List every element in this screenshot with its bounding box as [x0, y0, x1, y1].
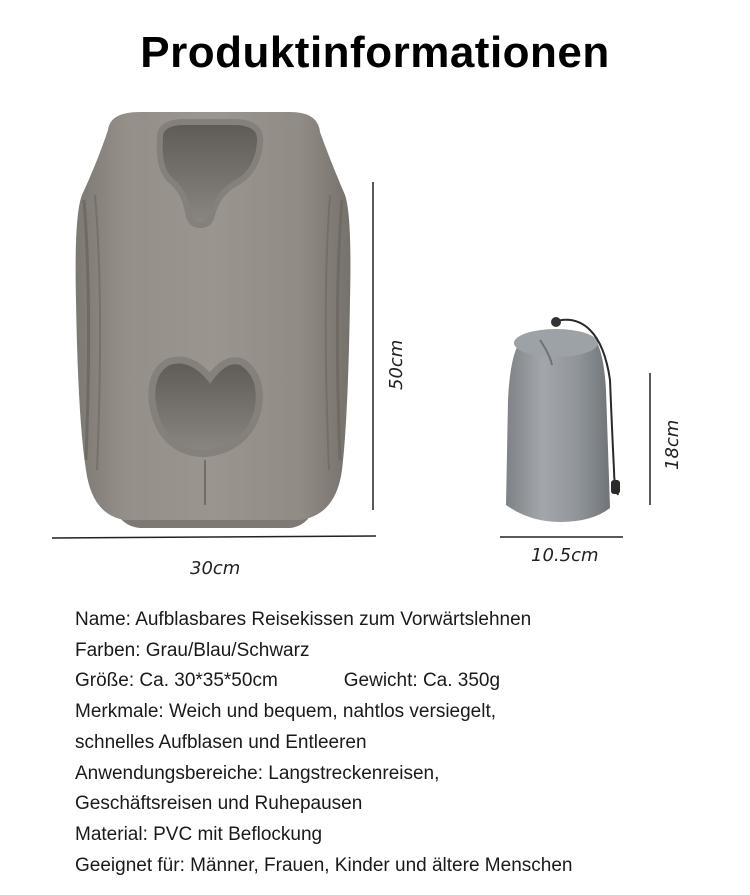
storage-bag-image	[506, 317, 620, 522]
pillow-width-label: 30cm	[190, 558, 241, 579]
page-title: Produktinformationen	[140, 28, 610, 77]
detail-features-line2: schnelles Aufblasen und Entleeren	[75, 731, 367, 753]
detail-features-line1: Merkmale: Weich und bequem, nahtlos versiegelt,	[75, 701, 497, 723]
detail-size-weight	[75, 666, 735, 697]
product-details	[75, 605, 735, 881]
detail-size: Größe: Ca. 30*35*50cm	[75, 670, 278, 692]
detail-usage-line1: Anwendungsbereiche: Langstreckenreisen,	[75, 762, 440, 784]
detail-material: Material: PVC mit Beflockung	[75, 823, 323, 845]
pillow-image	[76, 112, 351, 528]
pillow-height-label: 50cm	[386, 339, 407, 390]
detail-weight: Gewicht: Ca. 350g	[343, 670, 501, 692]
bag-height-label: 18cm	[662, 419, 683, 470]
detail-usage-line2: Geschäftsreisen und Ruhepausen	[75, 793, 363, 815]
pillow-width-line	[52, 536, 376, 538]
detail-name: Name: Aufblasbares Reisekissen zum Vorwärtslehnen	[75, 609, 532, 630]
detail-suitable-for: Geeignet für: Männer, Frauen, Kinder und ältere Menschen	[75, 854, 573, 876]
detail-colors: Farben: Grau/Blau/Schwarz	[75, 639, 310, 661]
bag-width-label: 10.5cm	[531, 545, 599, 566]
